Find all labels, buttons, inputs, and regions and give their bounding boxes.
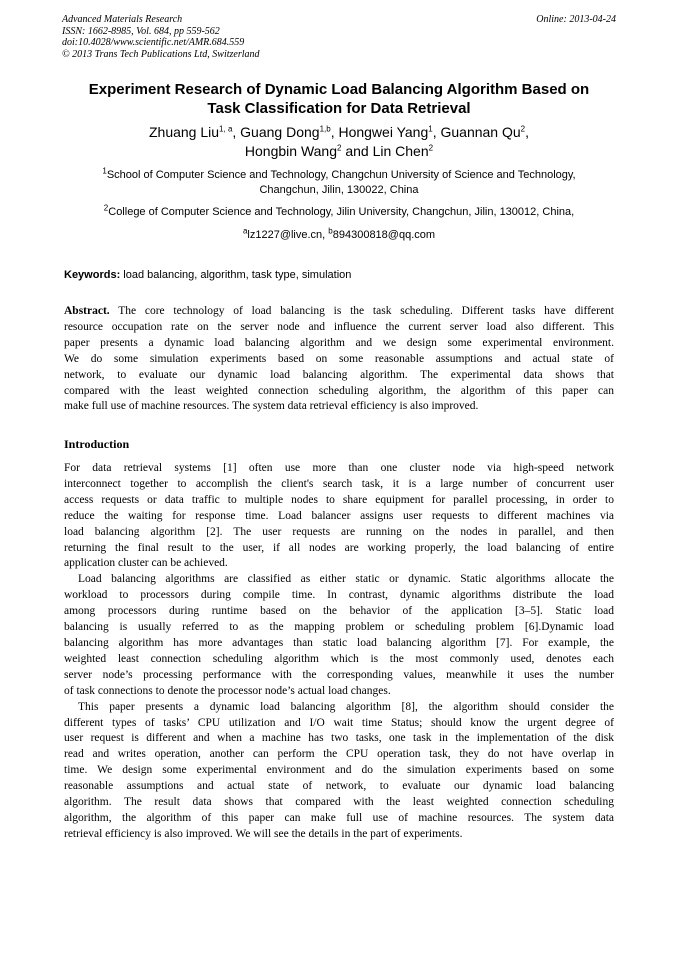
email-b: 894300818@qq.com bbox=[332, 229, 436, 241]
journal-header bbox=[62, 14, 616, 60]
abstract-line: network, to evaluate our dynamic load balancing algorithm. The experimental data shows that bbox=[64, 368, 614, 381]
paragraph-line: reduce the waiting for response time. Load balancer assigns user requests to different machines via bbox=[64, 509, 614, 522]
abstract-line: compared with the least weighted connection scheduling algorithm, the algorithm of this paper can bbox=[64, 384, 614, 397]
email-a: lz1227@live.cn, bbox=[247, 229, 329, 241]
paragraph-line: balancing is usually referred to as the mapping problem or scheduling problem [6].Dynamic load bbox=[64, 621, 614, 634]
paragraph-line: time. We design some experimental environment and do the simulation experiments based on some bbox=[64, 764, 614, 777]
paragraph-line: server node’s processing performance with the corresponding values, meanwhile it uses the number bbox=[64, 668, 614, 681]
paragraph-line: algorithm, the algorithm of this paper can make full use of machine resources. The system data bbox=[64, 811, 614, 824]
keywords-label: Keywords: bbox=[64, 269, 121, 281]
author-sup: 1,b bbox=[319, 124, 331, 134]
affiliation-sup: 1 bbox=[102, 166, 107, 176]
paragraph-line: Load balancing algorithms are classified as either static or dynamic. Static algorithms allocate the bbox=[78, 573, 614, 586]
paragraph-line: of task connections to denote the processor node’s actual load changes. bbox=[64, 684, 391, 697]
paragraph-line: retrieval efficiency is also improved. We will see the details in the part of experiments. bbox=[64, 827, 463, 840]
affiliation-1 bbox=[40, 168, 638, 197]
author-sup: 1 bbox=[428, 124, 433, 134]
affiliation-text: School of Computer Science and Technology, Changchun University of Science and Technology, bbox=[106, 169, 576, 181]
author-name: Hongbin Wang bbox=[244, 143, 337, 159]
journal-name: Advanced Materials Research bbox=[62, 14, 183, 25]
title-line-1: Experiment Research of Dynamic Load Balancing Algorithm Based on bbox=[88, 81, 590, 98]
paragraph-line: application cluster can be achieved. bbox=[64, 557, 228, 570]
paragraph-line: weighted least connection scheduling algorithm which is the most commonly used, denotes each bbox=[64, 652, 614, 665]
keywords-text: load balancing, algorithm, task type, simulation bbox=[120, 269, 352, 281]
email-sup: a bbox=[242, 226, 248, 236]
author-line-1 bbox=[40, 123, 638, 142]
author-line-2 bbox=[40, 142, 638, 161]
abstract-label: Abstract. bbox=[64, 305, 110, 317]
keywords bbox=[64, 268, 624, 282]
paragraph-line: read and writes operation, another can perform the CPU operation task, they do not have overlap in bbox=[64, 748, 614, 761]
author-name: , Guannan Qu bbox=[432, 124, 521, 140]
paragraph-line: different types of tasks’ CPU utilization and I/O wait time Status; should know the urgent degree of bbox=[64, 716, 614, 729]
author-name: , Hongwei Yang bbox=[330, 124, 429, 140]
paragraph-line: load balancing algorithm [2]. The user requests are running on the nodes in parallel, and then bbox=[64, 525, 614, 538]
affiliation-2 bbox=[40, 205, 638, 220]
copyright-line: © 2013 Trans Tech Publications Ltd, Switzerland bbox=[62, 48, 260, 60]
affiliation-sup: 2 bbox=[103, 203, 109, 213]
abstract bbox=[64, 304, 614, 415]
abstract-line: The core technology of load balancing is the task scheduling. Different tasks have different bbox=[109, 305, 614, 317]
paragraph-line: balancing algorithm has more advantages than static load balancing algorithm [7]. For example, the bbox=[64, 636, 614, 649]
paragraph-line: access requests or data traffic to multiple nodes to share equipment for parallel processing, in order to bbox=[64, 493, 614, 506]
author-separator: , bbox=[525, 124, 529, 140]
section-heading-introduction: Introduction bbox=[64, 437, 130, 451]
paper-title bbox=[40, 80, 638, 118]
introduction-body bbox=[64, 461, 614, 843]
abstract-line: make full use of machine resources. The system data retrieval efficiency is also improved. bbox=[64, 400, 479, 413]
paragraph-line: returning the final result to the user, if all nodes are working properly, the load balancing of entire bbox=[64, 541, 614, 554]
email-sup: b bbox=[328, 226, 333, 236]
paragraph-line: among processors during runtime based on the behavior of the application [3–5]. Static load bbox=[64, 605, 614, 618]
paragraph-line: algorithm. The result data shows that compared with the least weighted connection scheduling bbox=[64, 796, 614, 809]
paragraph-line: reasonable assumptions and actual state of network, to evaluate our dynamic load balancing bbox=[64, 780, 614, 793]
paragraph-line: user request is different and when a machine has two tasks, one task in the implementation of the disk bbox=[64, 732, 614, 745]
author-sup: 1, a bbox=[219, 124, 233, 134]
author-name: , Guang Dong bbox=[232, 124, 320, 140]
author-sup: 2 bbox=[520, 124, 526, 134]
author-name: Zhuang Liu bbox=[148, 124, 220, 140]
affiliation-text: Changchun, Jilin, 130022, China bbox=[259, 183, 419, 196]
doi-line: doi:10.4028/www.scientific.net/AMR.684.559 bbox=[62, 37, 245, 48]
author-sup: 2 bbox=[428, 143, 434, 153]
title-line-2: Task Classification for Data Retrieval bbox=[207, 100, 471, 117]
online-date: Online: 2013-04-24 bbox=[536, 14, 616, 25]
abstract-line: We do some simulation experiments based on some reasonable assumptions and actual state of bbox=[64, 352, 614, 365]
author-emails bbox=[40, 228, 638, 243]
paragraph-line: workload to processors during compile time. In contrast, dynamic algorithms distribute the load bbox=[64, 589, 614, 602]
affiliation-text: College of Computer Science and Technology, Jilin University, Changchun, Jilin, 130012, China, bbox=[108, 206, 575, 218]
paragraph-line: For data retrieval systems [1] often use more than one cluster node via high-speed network bbox=[64, 462, 614, 474]
author-name: and Lin Chen bbox=[341, 143, 429, 159]
paragraph-line: This paper presents a dynamic load balancing algorithm [8], the algorithm should consider the bbox=[78, 700, 614, 713]
author-sup: 2 bbox=[337, 143, 342, 153]
paragraph-line: interconnect together to accomplish the client's search task, it is a large number of concurrent user bbox=[64, 477, 614, 490]
author-list bbox=[40, 123, 638, 161]
abstract-line: paper presents a dynamic load balancing algorithm and we design some experimental environment. bbox=[64, 336, 614, 349]
abstract-line: resource occupation rate on the server node and influence the current server load also different. This bbox=[64, 320, 614, 333]
issn-line: ISSN: 1662-8985, Vol. 684, pp 559-562 bbox=[62, 25, 220, 37]
